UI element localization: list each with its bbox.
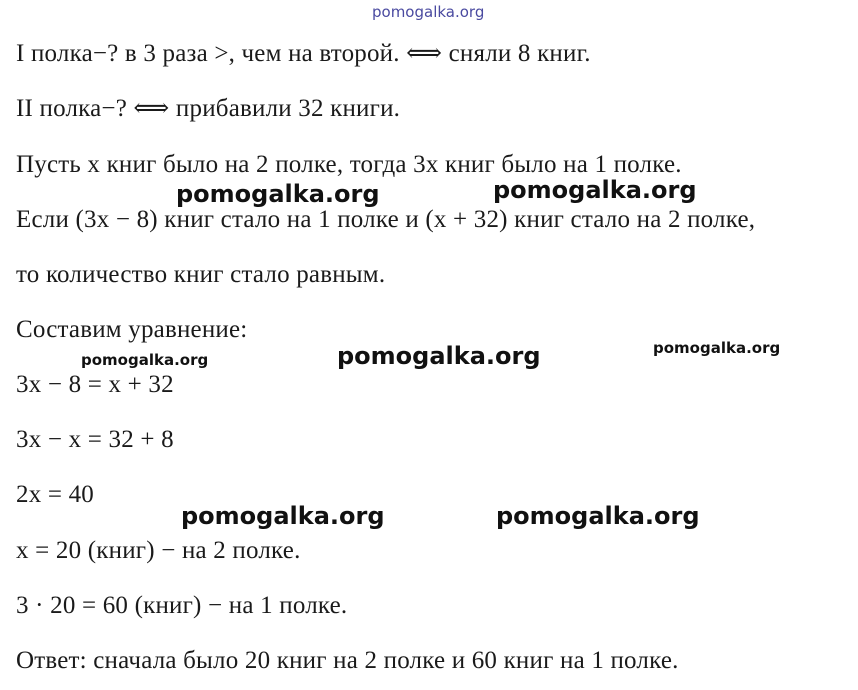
watermark-2: pomogalka.org xyxy=(493,176,697,204)
watermark-1: pomogalka.org xyxy=(176,180,380,208)
watermark-7: pomogalka.org xyxy=(496,502,700,530)
solution-line-let: Пусть x книг было на 2 полке, тогда 3x книг было на 1 полке. xyxy=(16,151,682,178)
solution-line-equal: то количество книг стало равным. xyxy=(16,261,386,288)
solution-line-if: Если (3x − 8) книг стало на 1 полке и (x + 32) книг стало на 2 полке, xyxy=(16,206,756,233)
solution-line-shelf-2: II полка−? ⟺ прибавили 32 книги. xyxy=(16,95,401,122)
answer-line: Ответ: сначала было 20 книг на 2 полке и 60 книг на 1 полке. xyxy=(16,647,679,674)
watermark-6: pomogalka.org xyxy=(181,502,385,530)
solution-line-compose: Составим уравнение: xyxy=(16,316,248,343)
equation-2: 3x − x = 32 + 8 xyxy=(16,426,174,453)
equation-3: 2x = 40 xyxy=(16,481,94,508)
equation-5: 3 · 20 = 60 (книг) − на 1 полке. xyxy=(16,592,348,619)
top-watermark: pomogalka.org xyxy=(372,3,485,21)
equation-1: 3x − 8 = x + 32 xyxy=(16,371,174,398)
equation-4: x = 20 (книг) − на 2 полке. xyxy=(16,537,301,564)
watermark-3: pomogalka.org xyxy=(81,351,209,369)
solution-line-shelf-1: I полка−? в 3 раза >, чем на второй. ⟺ сняли 8 книг. xyxy=(16,40,591,67)
watermark-4: pomogalka.org xyxy=(337,342,541,370)
watermark-5: pomogalka.org xyxy=(653,339,781,357)
